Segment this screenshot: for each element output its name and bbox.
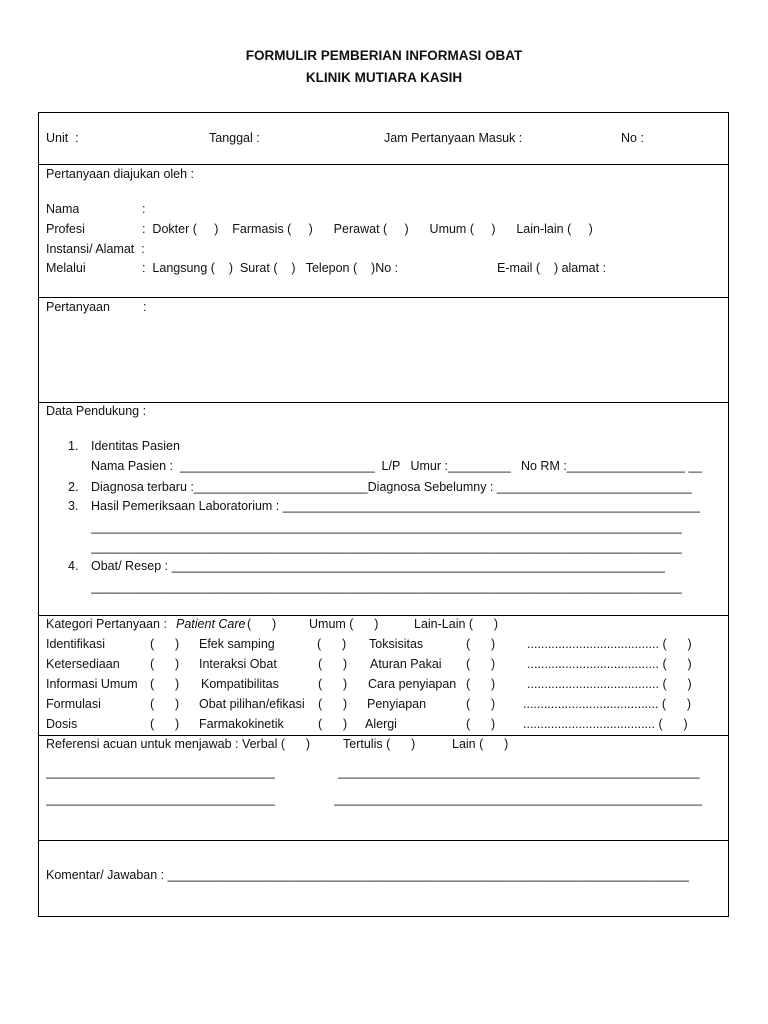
melalui-label: Melalui (46, 261, 86, 275)
support-heading: Data Pendukung : (46, 404, 147, 418)
category-label: Formulasi (46, 697, 101, 711)
patient-detail-line[interactable]: Nama Pasien : ____________________________ L/P Umur :_________ No RM :_________________ __ (91, 459, 703, 473)
obat-resep-line-2[interactable]: _____________________________________________________________________________________ (91, 580, 682, 594)
category-checkbox[interactable]: ( ) (466, 717, 496, 731)
category-label: Informasi Umum (46, 677, 138, 691)
nama-field[interactable]: : (142, 202, 146, 216)
category-other-field[interactable]: ....................................... ( ) (523, 697, 692, 711)
category-checkbox[interactable]: ( ) (150, 637, 180, 651)
category-other-field[interactable]: ...................................... ( ) (527, 637, 692, 651)
category-checkbox[interactable]: ( ) (318, 717, 348, 731)
item-number: 4. (68, 559, 79, 573)
lain-lain-checkbox[interactable]: Lain-Lain ( ) (414, 617, 499, 631)
nama-label: Nama (46, 202, 80, 216)
category-label: Toksisitas (369, 637, 424, 651)
divider-5 (38, 735, 729, 736)
tanggal-field[interactable]: Tanggal : (209, 131, 260, 145)
category-checkbox[interactable]: ( ) (466, 637, 496, 651)
reference-line[interactable]: _________________________________ (46, 765, 276, 779)
diagnosa-line[interactable]: Diagnosa terbaru :_________________________Diagnosa Sebelumny : ____________________________ (91, 480, 692, 494)
category-other-field[interactable]: ...................................... ( ) (523, 717, 688, 731)
divider-6 (38, 840, 729, 841)
category-other-field[interactable]: ...................................... ( ) (527, 677, 692, 691)
pertanyaan-label: Pertanyaan (46, 300, 110, 314)
category-label: Interaksi Obat (199, 657, 277, 671)
category-checkbox[interactable]: ( ) (317, 637, 347, 651)
no-field[interactable]: No : (621, 131, 644, 145)
category-label: Aturan Pakai (370, 657, 442, 671)
patient-care-checkbox[interactable]: ( ) (247, 617, 277, 631)
category-checkbox[interactable]: ( ) (318, 677, 348, 691)
category-label: Alergi (365, 717, 397, 731)
item-number: 3. (68, 499, 79, 513)
referensi-verbal-option[interactable]: Referensi acuan untuk menjawab : Verbal ( ) (46, 737, 311, 751)
profesi-options[interactable]: : Dokter ( ) Farmasis ( ) Perawat ( ) Umum ( ) Lain-lain ( ) (142, 222, 593, 236)
pertanyaan-field[interactable]: : (143, 300, 147, 314)
divider-3 (38, 402, 729, 403)
category-checkbox[interactable]: ( ) (466, 657, 496, 671)
umum-checkbox[interactable]: Umum ( ) (309, 617, 379, 631)
asker-heading: Pertanyaan diajukan oleh : (46, 167, 195, 181)
clinic-name: KLINIK MUTIARA KASIH (305, 70, 463, 85)
category-checkbox[interactable]: ( ) (150, 717, 180, 731)
item-number: 2. (68, 480, 79, 494)
patient-care-label: Patient Care (176, 617, 246, 631)
category-checkbox[interactable]: ( ) (150, 697, 180, 711)
unit-field[interactable]: Unit : (46, 131, 79, 145)
lab-result-line-2[interactable]: _____________________________________________________________________________________ (91, 520, 682, 534)
obat-resep-line[interactable]: Obat/ Resep : _______________________________________________________________________ (91, 559, 666, 573)
lab-result-line[interactable]: Hasil Pemeriksaan Laboratorium : ____________________________________________________________ (91, 499, 700, 513)
category-label: Efek samping (199, 637, 275, 651)
category-other-field[interactable]: ...................................... ( ) (527, 657, 692, 671)
category-checkbox[interactable]: ( ) (318, 697, 348, 711)
category-checkbox[interactable]: ( ) (318, 657, 348, 671)
category-checkbox[interactable]: ( ) (150, 657, 180, 671)
referensi-tertulis-option[interactable]: Tertulis ( ) (343, 737, 416, 751)
reference-line[interactable]: _________________________________ (46, 792, 276, 806)
reference-line[interactable]: _____________________________________________________ (334, 792, 703, 806)
category-checkbox[interactable]: ( ) (466, 697, 496, 711)
item-number: 1. (68, 439, 79, 453)
komentar-jawaban-field[interactable]: Komentar/ Jawaban : ___________________________________________________________________________ (46, 868, 689, 882)
instansi-field[interactable]: Instansi/ Alamat : (46, 242, 145, 256)
reference-line[interactable]: ____________________________________________________ (338, 765, 700, 779)
lab-result-line-3[interactable]: _____________________________________________________________________________________ (91, 540, 682, 554)
divider-4 (38, 615, 729, 616)
jam-masuk-field[interactable]: Jam Pertanyaan Masuk : (384, 131, 523, 145)
identitas-pasien-label: Identitas Pasien (91, 439, 180, 453)
category-label: Obat pilihan/efikasi (199, 697, 305, 711)
category-label: Cara penyiapan (368, 677, 457, 691)
melalui-options[interactable]: : Langsung ( ) Surat ( ) Telepon ( )No : (142, 261, 399, 275)
category-label: Identifikasi (46, 637, 106, 651)
kategori-label: Kategori Pertanyaan : (46, 617, 167, 631)
divider-2 (38, 297, 729, 298)
category-label: Dosis (46, 717, 78, 731)
category-label: Farmakokinetik (199, 717, 284, 731)
referensi-lain-option[interactable]: Lain ( ) (452, 737, 509, 751)
category-checkbox[interactable]: ( ) (150, 677, 180, 691)
category-label: Penyiapan (367, 697, 427, 711)
category-label: Ketersediaan (46, 657, 120, 671)
category-checkbox[interactable]: ( ) (466, 677, 496, 691)
category-label: Kompatibilitas (201, 677, 279, 691)
divider-1 (38, 164, 729, 165)
profesi-label: Profesi (46, 222, 85, 236)
email-option[interactable]: E-mail ( ) alamat : (497, 261, 607, 275)
form-title: FORMULIR PEMBERIAN INFORMASI OBAT (245, 48, 523, 63)
